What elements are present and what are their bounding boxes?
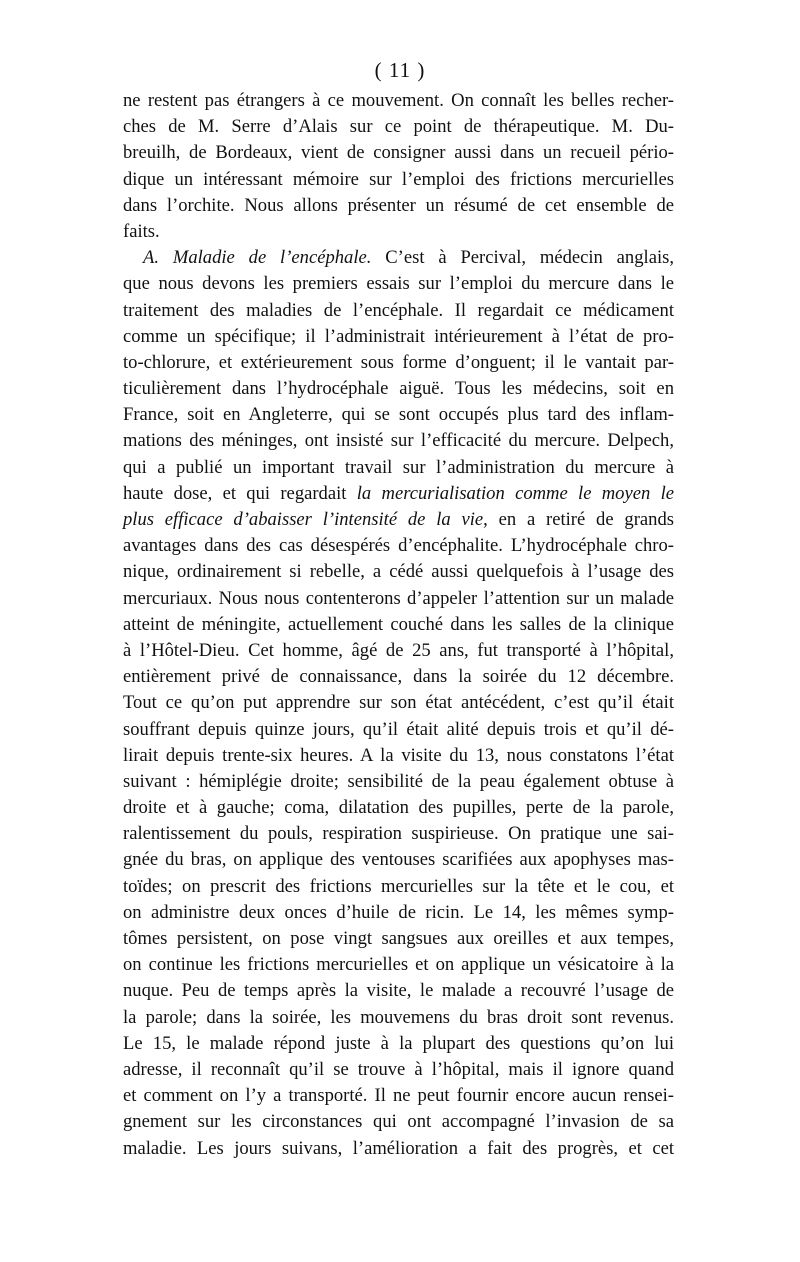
text-line: breuilh, de Bordeaux, vient de consigner aussi dans un recueil pério- — [123, 142, 674, 164]
text-line-mixed — [123, 481, 674, 507]
text-line: nique, ordinairement si rebelle, a cédé aussi quelquefois à l’usage des — [123, 561, 674, 583]
text-line: tômes persistent, on pose vingt sangsues aux oreilles et aux tempes, — [123, 928, 674, 949]
text-line: la parole; dans la soirée, les mouvemens du bras droit sont revenus. — [123, 1006, 674, 1028]
text-line: entièrement privé de connaissance, dans la soirée du 12 décembre. — [123, 666, 674, 688]
text-line: mations des méninges, ont insisté sur l’efficacité du mercure. Delpech, — [123, 430, 674, 452]
text-line: mercuriaux. Nous nous contenterons d’appeler l’attention sur un malade — [123, 587, 674, 609]
text-line: atteint de méningite, actuellement couché dans les salles de la clinique — [123, 613, 674, 635]
text-line: suivant : hémiplégie droite; sensibilité de la peau également obtuse à — [123, 770, 674, 792]
text-line: que nous devons les premiers essais sur l’emploi du mercure dans le — [123, 273, 674, 295]
text-line: Le 15, le malade répond juste à la plupart des questions qu’on lui — [123, 1032, 674, 1054]
text-line: on continue les frictions mercurielles et on applique un vésicatoire à la — [123, 954, 674, 976]
text-line: lirait depuis trente-six heures. A la visite du 13, nous constatons l’état — [123, 744, 674, 766]
section-a-text: C’est à Percival, médecin anglais, — [385, 247, 674, 269]
text-line: faits. — [123, 220, 160, 242]
text-line: qui a publié un important travail sur l’administration du mercure à — [123, 456, 674, 478]
body-text — [123, 88, 674, 1162]
text-line: adresse, il reconnaît qu’il se trouve à l’hôpital, mais il ignore quand — [123, 1058, 674, 1080]
text-line: Tout ce qu’on put apprendre sur son état antécédent, c’est qu’il était — [123, 692, 674, 714]
text-line: toïdes; on prescrit des frictions mercurielles sur la tête et le cou, et — [123, 875, 674, 897]
text-line: avantages dans des cas désespérés d’encéphalite. L’hydrocéphale chro- — [123, 535, 674, 557]
text-line: droite et à gauche; coma, dilatation des pupilles, perte de la parole, — [123, 797, 674, 819]
text-line-mixed — [123, 507, 674, 533]
text-line: maladie. Les jours suivans, l’amélioration a fait des progrès, et cet — [123, 1137, 674, 1159]
section-a-first-line — [123, 245, 674, 271]
text-line: gnée du bras, on applique des ventouses scarifiées aux apophyses mas- — [123, 849, 674, 871]
text-line: ches de M. Serre d’Alais sur ce point de thérapeutique. M. Du- — [123, 116, 674, 138]
text-line: comme un spécifique; il l’administrait intérieurement à l’état de pro- — [123, 325, 674, 347]
text-line: et comment on l’y a transporté. Il ne peut fournir encore aucun rensei- — [123, 1085, 674, 1107]
text-line: France, soit en Angleterre, qui se sont occupés plus tard des inflam- — [123, 404, 674, 426]
text-segment: haute dose, et qui regardait — [123, 482, 347, 504]
text-line: nuque. Peu de temps après la visite, le malade a recouvré l’usage de — [123, 980, 674, 1002]
italic-quote: la mercurialisation comme le moyen le — [356, 482, 674, 504]
text-line: dique un intéressant mémoire sur l’emploi des frictions mercurielles — [123, 168, 674, 190]
page-number: ( 11 ) — [374, 58, 426, 82]
text-segment: , en a retiré de grands — [483, 509, 674, 530]
text-line: à l’Hôtel-Dieu. Cet homme, âgé de 25 ans, fut transporté à l’hôpital, — [123, 639, 674, 661]
section-a-heading: A. Maladie de l’encéphale. — [143, 247, 372, 269]
text-line: ralentissement du pouls, respiration suspirieuse. On pratique une sai- — [123, 823, 674, 845]
text-line: ne restent pas étrangers à ce mouvement. On connaît les belles recher- — [123, 90, 674, 111]
text-line: ticulièrement dans l’hydrocéphale aiguë. Tous les médecins, soit en — [123, 378, 674, 400]
italic-quote: plus efficace d’abaisser l’intensité de la vie — [123, 509, 484, 530]
text-line: souffrant depuis quinze jours, qu’il était alité depuis trois et qu’il dé- — [123, 718, 674, 740]
text-line: dans l’orchite. Nous allons présenter un résumé de cet ensemble de — [123, 194, 674, 216]
text-line: on administre deux onces d’huile de ricin. Le 14, les mêmes symp- — [123, 901, 674, 923]
text-line: to-chlorure, et extérieurement sous forme d’onguent; il le vantait par- — [123, 351, 674, 373]
text-line: traitement des maladies de l’encéphale. Il regardait ce médicament — [123, 299, 674, 321]
text-line: gnement sur les circonstances qui ont accompagné l’invasion de sa — [123, 1111, 674, 1133]
